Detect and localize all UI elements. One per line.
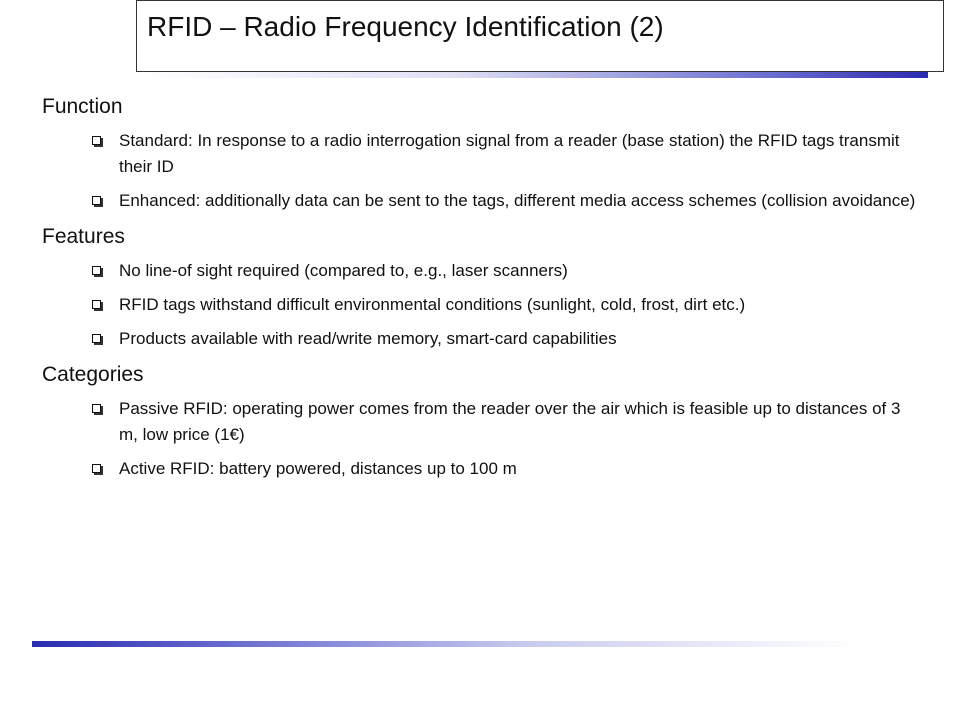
bullet-text: No line-of sight required (compared to, e.g., laser scanners): [119, 261, 568, 280]
square-bullet-icon: [92, 334, 101, 343]
bullet-text: Enhanced: additionally data can be sent to the tags, different media access schemes (collision avoidance): [119, 191, 916, 210]
bullet-text: Active RFID: battery powered, distances up to 100 m: [119, 459, 517, 478]
square-bullet-icon: [92, 196, 101, 205]
bottom-accent-bar: [32, 641, 858, 647]
bullet-list-features: [42, 258, 922, 352]
section-heading-features: Features: [42, 225, 125, 248]
bullet-item: [42, 128, 922, 180]
title-box: [136, 0, 944, 72]
bullet-item: [42, 292, 922, 318]
bullet-item: [42, 456, 922, 482]
bullet-item: [42, 396, 922, 448]
bullet-text: Products available with read/write memory, smart-card capabilities: [119, 329, 617, 348]
bullet-text: Passive RFID: operating power comes from the reader over the air which is feasible up to distances of 3 m, low price (1€): [119, 399, 901, 444]
bullet-item: [42, 326, 922, 352]
square-bullet-icon: [92, 404, 101, 413]
square-bullet-icon: [92, 136, 101, 145]
bullet-list-categories: [42, 396, 922, 482]
slide-title: RFID – Radio Frequency Identification (2): [147, 11, 664, 42]
slide-content: [42, 92, 922, 490]
bullet-list-function: [42, 128, 922, 214]
square-bullet-icon: [92, 300, 101, 309]
bullet-text: RFID tags withstand difficult environmental conditions (sunlight, cold, frost, dirt etc.): [119, 295, 746, 314]
square-bullet-icon: [92, 266, 101, 275]
square-bullet-icon: [92, 464, 101, 473]
bullet-text: Standard: In response to a radio interrogation signal from a reader (base station) the RFID tags transmit their ID: [119, 131, 900, 176]
bullet-item: [42, 258, 922, 284]
section-heading-function: Function: [42, 95, 123, 118]
section-heading-categories: Categories: [42, 363, 144, 386]
bullet-item: [42, 188, 922, 214]
